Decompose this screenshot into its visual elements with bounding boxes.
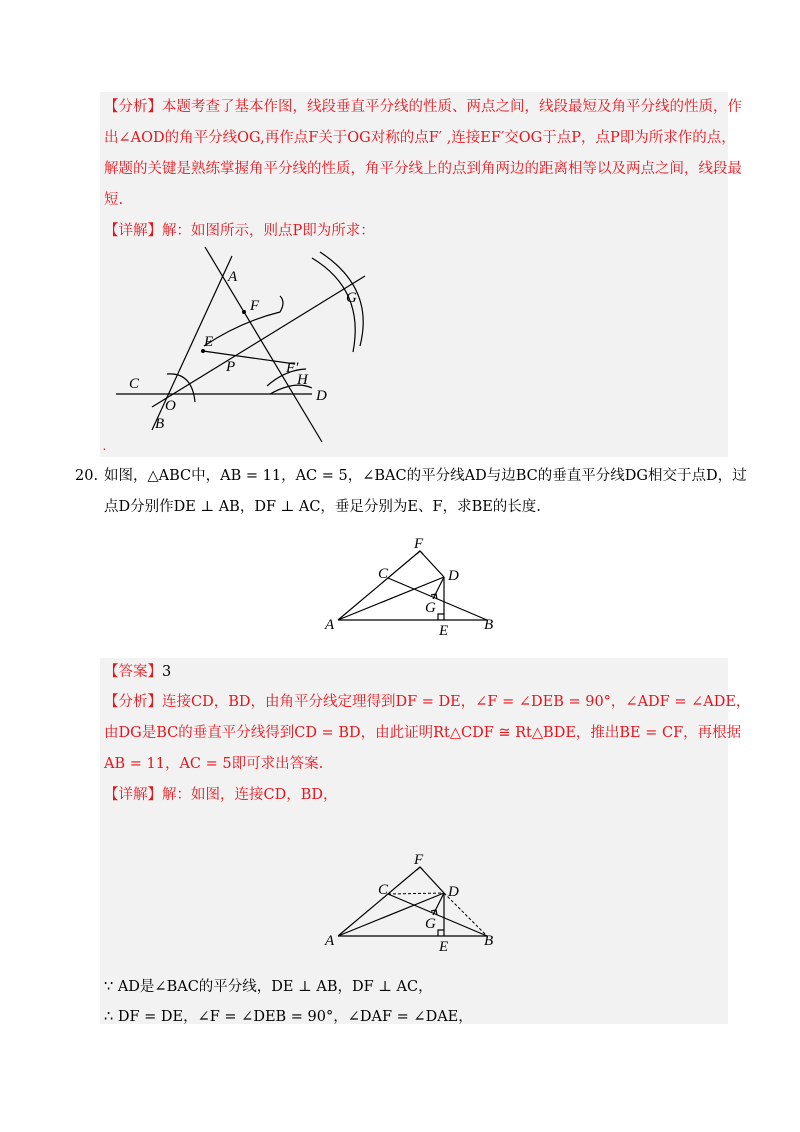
solution-block	[100, 658, 728, 1024]
answer-label: 【答案】	[104, 664, 162, 680]
fig1-label-F: F	[250, 298, 260, 314]
detail2-line: 【详解】解：如图，连接CD，BD，	[104, 787, 338, 803]
fig2-label-B: B	[484, 617, 494, 633]
fig1-label-E: E	[204, 334, 214, 350]
fig3-label-D: D	[448, 884, 459, 900]
fig2-label-G: G	[425, 600, 436, 616]
question20-line1: 如图，△ABC中，AB = 11，AC = 5，∠BAC的平分线AD与边BC的垂直平分线DG相交于点D，过	[104, 468, 747, 484]
answer-value: 3	[162, 664, 172, 680]
figure-3-triangle-with-dashes	[320, 848, 510, 958]
figure-2-triangle	[320, 532, 510, 642]
question-number: 20.	[75, 468, 99, 484]
proof-line1: ∵ AD是∠BAC的平分线，DE ⊥ AB，DF ⊥ AC，	[104, 979, 433, 995]
analysis2-line1: 【分析】连接CD，BD，由角平分线定理得到DF = DE，∠F = ∠DEB = 90°，∠ADF = ∠ADE，	[104, 694, 751, 710]
fig2-label-F: F	[414, 536, 424, 552]
fig3-label-C: C	[378, 882, 389, 898]
fig3-label-A: A	[325, 933, 335, 949]
fig2-label-E: E	[439, 623, 449, 639]
fig3-label-F: F	[414, 852, 424, 868]
analysis1-line3: 解题的关键是熟练掌握角平分线的性质，角平分线上的点到角两边的距离相等以及两点之间，线段最	[104, 161, 742, 177]
question20-line2: 点D分别作DE ⊥ AB，DF ⊥ AC，垂足分别为E、F，求BE的长度.	[104, 499, 541, 515]
fig1-label-O: O	[165, 398, 176, 414]
fig1-label-D: D	[316, 388, 327, 404]
analysis1-line2: 出∠AOD的角平分线OG,再作点F关于OG对称的点F′ ,连接EF′交OG于点P，点P即为所求作的点，	[104, 130, 736, 146]
fig1-label-B: B	[155, 416, 165, 432]
fig3-label-G: G	[425, 916, 436, 932]
fig1-label-P: P	[226, 359, 236, 375]
detail1-line: 【详解】解：如图所示，则点P即为所求：	[104, 223, 375, 239]
analysis2-line2: 由DG是BC的垂直平分线得到CD = BD，由此证明Rt△CDF ≅ Rt△BDE，推出BE = CF，再根据	[104, 725, 742, 741]
fig2-label-D: D	[448, 568, 459, 584]
answer-line	[104, 662, 171, 682]
analysis1-line4: 短.	[104, 192, 124, 208]
figure-1-construction	[100, 240, 400, 455]
fig2-label-C: C	[378, 566, 389, 582]
fig1-label-G: G	[346, 290, 357, 306]
fig1-label-Fprime: F′	[286, 360, 299, 376]
fig1-trailing-dot: .	[103, 439, 107, 454]
fig1-label-H: H	[297, 372, 308, 388]
fig2-label-A: A	[325, 617, 335, 633]
analysis2-line3: AB = 11，AC = 5即可求出答案.	[104, 756, 324, 772]
fig1-label-C: C	[129, 376, 140, 392]
fig3-label-B: B	[484, 933, 494, 949]
analysis1-line1: 【分析】本题考查了基本作图，线段垂直平分线的性质、两点之间，线段最短及角平分线的性质，作	[104, 99, 742, 115]
fig3-label-E: E	[439, 939, 449, 955]
proof-line2: ∴ DF = DE，∠F = ∠DEB = 90°，∠DAF = ∠DAE，	[104, 1009, 473, 1025]
fig1-label-A: A	[228, 269, 238, 285]
